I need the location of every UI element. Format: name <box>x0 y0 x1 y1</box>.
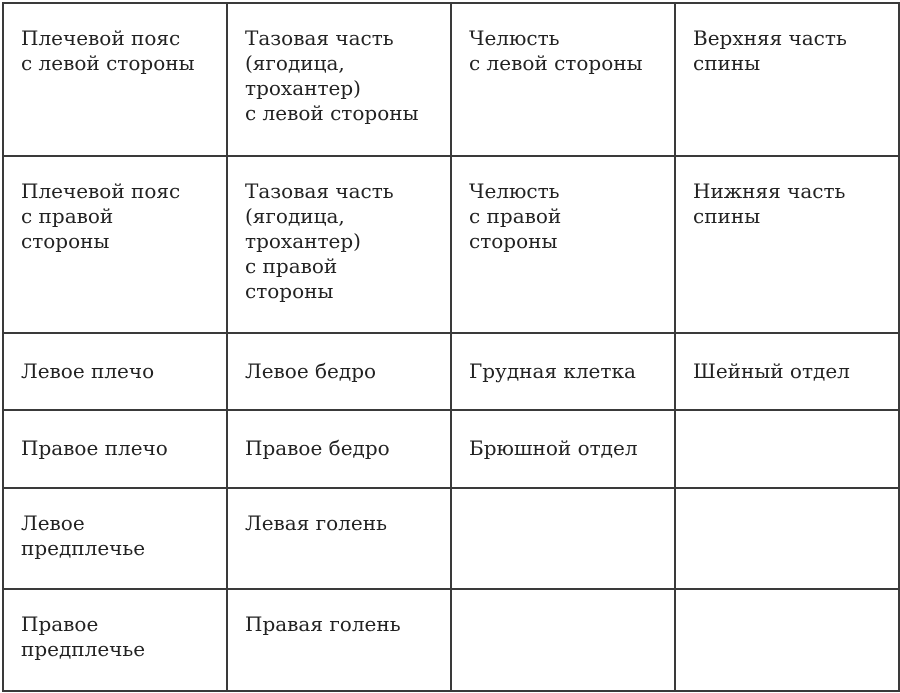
table-cell: Левое бедро <box>227 333 451 410</box>
table-row <box>3 156 899 333</box>
table-cell: Тазовая часть (ягодица, трохантер) с правой стороны <box>227 156 451 333</box>
table-row <box>3 3 899 156</box>
table-cell: Плечевой пояс с левой стороны <box>3 3 227 156</box>
table-cell: Левое плечо <box>3 333 227 410</box>
table-cell <box>675 488 899 589</box>
table-row <box>3 333 899 410</box>
table-row <box>3 410 899 488</box>
table-cell: Левая голень <box>227 488 451 589</box>
table-cell: Тазовая часть (ягодица, трохантер) с левой стороны <box>227 3 451 156</box>
table-cell: Правое плечо <box>3 410 227 488</box>
table-cell: Нижняя часть спины <box>675 156 899 333</box>
table-cell: Челюсть с левой стороны <box>451 3 675 156</box>
table-cell: Правая голень <box>227 589 451 691</box>
table-cell: Левое предплечье <box>3 488 227 589</box>
table-cell <box>451 488 675 589</box>
table-cell: Грудная клетка <box>451 333 675 410</box>
table-cell: Челюсть с правой стороны <box>451 156 675 333</box>
body-regions-table <box>2 2 900 692</box>
table-row <box>3 488 899 589</box>
table-cell <box>451 589 675 691</box>
table-row <box>3 589 899 691</box>
table-cell: Брюшной отдел <box>451 410 675 488</box>
table-cell <box>675 410 899 488</box>
table-cell <box>675 589 899 691</box>
table-cell: Правое бедро <box>227 410 451 488</box>
table-cell: Верхняя часть спины <box>675 3 899 156</box>
table-cell: Плечевой пояс с правой стороны <box>3 156 227 333</box>
table-cell: Правое предплечье <box>3 589 227 691</box>
table-cell: Шейный отдел <box>675 333 899 410</box>
